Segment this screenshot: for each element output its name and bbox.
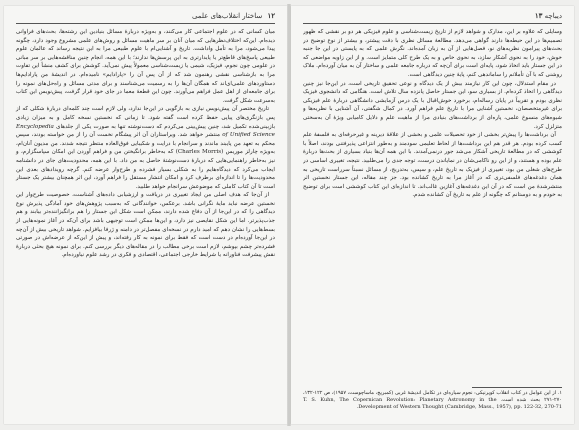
- left-page-header: [16, 10, 275, 22]
- right-paragraph-1: وسایلی که علاوه بر این، مدارک و شواهد لازم از تاریخ زیست‌شناسی و علوم فیزیکی هر دو بر نقشی که ظهور تصمیم‌ها در این حیطه‌ها دارند گواهی می‌دهد. مطالعهٔ مسائل نظری با دقت پیشتر، و بیشتر از نوع توضیح در بحث‌های پیرامون نظریه‌های نو، فصل‌هایی از آن به زبان آمده‌اند. نگرش علمی که به پایستی در این جا جنبه خوش، خود را به نحوی آشکار سازد، به نحوی خاص و به یک طرح کلی متمایز است. و از این زاویه مواضعی که در این جستار باید اتخاذ شود، پایه‌ای است برای آن‌چه که درباره جامعه علمی و ساختار آن به میان آورده‌ام. ملاک روشنی که با آن تأملاتم را ساماندهی کنم، پایهٔ چنین دیدگاهی است.: [303, 29, 562, 78]
- left-paragraph-3: از آن‌جا که هدف اصلی من ایجاد تغییری در دریافت و ارزشیابی داده‌های آشناست، خصوصیت طرح‌وار این نخستین عرضه نباید مایهٔ نگرانی باشد. برعکس، خوانندگانی که به‌سبب پژوهش‌های خود آمادگی پذیرش نوع دیدگاهی را که در این‌جا از آن دفاع شده دارند، ممکن است شکل این جستار را هم برانگیزاننده‌تر بیابند و هم جذب‌پذیرتر. اما این شکل نقایصی نیز دارد، و این‌ها ممکن است توجیهی باشد برای آن‌که در آغاز نمونه‌هایی از بسط‌هایی را نشان دهم که امید دارم در نسخه‌ای مفصل‌تر در دامنه و ژرفا بیافزایم. شواهد تاریخی بیش از آن‌چه در این‌جا آورده‌ام در دست است که فقط برای نمونه به کار رفته‌اند، و پیش از این‌که از عرضه‌اش در صورتی فشرده‌تر چشم بپوشم، لازم است برخی مطالب را در مقاله‌های دیگر بررسی کنم. برای نمونه هیچ بحثی دربارهٔ نقش پیشرفت فناورانه یا شرایط خارجی اجتماعی، اقتصادی و فکری در رشد علوم نیاورده‌ام.: [16, 192, 275, 259]
- right-paragraph-2: در مقام استدلال، چون این کار نیازمند بیش از یک دیدگاه و نوعی تحقیق تاریخی است، در این‌جا نیز چنین دیدگاهی را اتخاذ کرده‌ام. از بسیاری سو، این جستار حاصل پانزده سال تلاش است. هنگامی که دانشجوی فیزیک نظری بودم و تقریباً در پایان رساله‌ام، برخورد خوش‌اقبال با یک درس آزمایشی دانشگاهی دربارهٔ علم فیزیکی برای غیرمتخصصان، نخستین آشنایی مرا با تاریخ علم فراهم آورد. در کمال شگفتی، آن آشنایی با نظریه‌ها و شیوه‌های منسوخ علمی، پاره‌ای از برداشت‌های بنیادی مرا از ماهیت علم و دلایل کامیابی ویژهٔ آن به‌سختی متزلزل کرد.: [303, 80, 562, 130]
- right-header-rule: [303, 23, 562, 24]
- left-page-number: ۱۲: [267, 11, 275, 20]
- right-page: [291, 6, 574, 424]
- left-paragraph-1: میان کسانی که در علوم اجتماعی کار می‌کنند، و به‌ویژه دربارهٔ مسائل بنیادین این رشته‌ها، بحث‌های فراوانی دیده‌ام. این‌که اختلاف‌نظرهایی که میان آنان بر سر ماهیت مسائل و روش‌های علمی مشروع وجود دارد، چگونه پیدا می‌شود، مرا به تأمل واداشت. تاریخ و آشنایی‌ام با علوم طبیعی مرا به این نتیجه رساند که عالمان علوم طبیعی پاسخ‌های قاطع‌تر یا پایدارتری به این پرسش‌ها ندارند؛ با این همه، انجام چنین مناقشه‌هایی بر سر مبانی در علومی چون نجوم، فیزیک، شیمی یا زیست‌شناسی معمولاً پیش نمی‌آید. کوشش برای کشف منشأ این تفاوت مرا به بازشناسی نقشی رهنمون شد که از آن پس آن را «پارادایم» نامیده‌ام. در اندیشهٔ من پارادایم‌ها دستاوردهای علمی‌ای‌اند که همگان آن‌ها را به رسمیت می‌شناسند و برای مدتی مسائل و راه‌حل‌های نمونه را برای جامعه‌ای از اهل عمل فراهم می‌آورند. چون این قطعهٔ معما در جای خود قرار گرفت، پیش‌نویس این کتاب به‌سرعت شکل گرفت.: [16, 29, 275, 104]
- footnote-rule: [472, 387, 562, 388]
- left-page-body: [16, 28, 275, 260]
- left-page-title: ساختار انقلاب‌های علمی: [191, 12, 263, 20]
- encyclopedia-title: Encyclopedia of Unified Science: [16, 123, 275, 139]
- left-paragraph-2: [16, 105, 275, 191]
- right-paragraph-3: آن برداشت‌ها را پیش‌تر بخشی از خود تحصیلات علمی و بخشی از علاقهٔ دیرینه و غیرحرفه‌ای به فلسفهٔ علم کسب کرده بودم. هر قدر هم این برداشت‌ها از لحاظ تعلیمی سودمند و به‌طور انتزاعی پذیرفتنی بودند، اصلاً با کوششی که در مطالعهٔ تاریخی آشکار می‌شد جور درنمی‌آمدند. با این همه آن‌ها بنیاد بسیاری از بحث‌ها دربارهٔ علم بوده و هستند، و از این رو ناکامی‌شان در نمایاندن درست، توجه جدی را می‌طلبید. نتیجه، تغییری اساسی در طرح‌های شغلی من بود، تغییری از فیزیک به تاریخ علم، و سپس، به‌تدریج، از مسائل نسبتاً سرراست تاریخی به همان دغدغه‌های فلسفی‌تری که در آغاز مرا به تاریخ کشانده بود. جز چند مقاله، این جستار نخستین اثر منتشرشدهٔ من است که در آن این دغدغه‌های آغازین غالب‌اند. تا اندازه‌ای این کتاب کوششی است برای توضیح به خودم و به دوستانم که چگونه از علم به تاریخ آن کشانده شدم.: [303, 132, 562, 199]
- right-page-running-head: [532, 10, 562, 22]
- left-page-running-head: [192, 10, 275, 22]
- left-page: [4, 6, 287, 424]
- left-paragraph-2-continued: منتشر خواهد شد. ویراستاران آن اثر پیشگام نخست آن را از من خواسته بودند، سپس محکم به تعهد من پایبند ماندند و سرانجام با درایت و شکیبایی فوق‌العاده منتظر نتیجه شدند. من مدیون آنان‌ام، به‌ویژه چارلز موریس (Charles Morris) که به‌خاطر برانگیختن من و فراهم آوردن این امکان سپاسگزارم، و نیز به‌خاطر راهنمایی‌هایی که دربارهٔ دست‌نوشتهٔ حاصل به من داد. با این همه، محدودیت‌های جای در دانشنامه ایجاب می‌کرد که دیدگاه‌هایم را به شکلی بسیار فشرده و طرح‌وار عرضه کنم. گرچه رویدادهای بعدی این محدودیت‌ها را تا اندازه‌ای برطرف کرد و امکان انتشار مستقل را فراهم آورد، این اثر همچنان بیشتر یک جستار است تا آن کتاب کاملی که موضوعش سرانجام خواهد طلبید.: [16, 132, 275, 190]
- right-page-number: ۱۳: [534, 11, 543, 20]
- footnote: ۱. از این عوامل در کتاب انقلاب کوپرنیکی: نجوم سیاره‌ای در تکامل اندیشهٔ غربی (کمبریج، ماساچوست، ۱۹۵۷)، ص ۱۲۲-۱۳۲، ۲۷۰-۲۷۱ بحث شده است. T. S. Kuhn, The Copernican Revolution: Planetary Astronomy in the Development of Western Thought (Cambridge, Mass., 1957), pp. 122-32, 270-71.: [303, 390, 562, 410]
- right-page-title: دیباچه: [544, 12, 562, 20]
- right-page-header: [303, 10, 562, 22]
- left-paragraph-2-text: تاریخ مختصر آن پیش‌نویس نیازی به بازگویی در این‌جا ندارد، ولی لازم است چند کلمه‌ای دربارهٔ شکلی که از پس بازنگری‌های پیاپی حفظ کرده است گفته شود. تا زمانی که نخستین نسخه کامل و به میزان زیادی بازبینی‌شده تکمیل شد، چنین پیش‌بینی می‌کردم که دست‌نوشته تنها به صورت یکی از جلدهای: [16, 106, 276, 130]
- right-page-body: [303, 28, 562, 384]
- left-header-rule: [16, 23, 275, 24]
